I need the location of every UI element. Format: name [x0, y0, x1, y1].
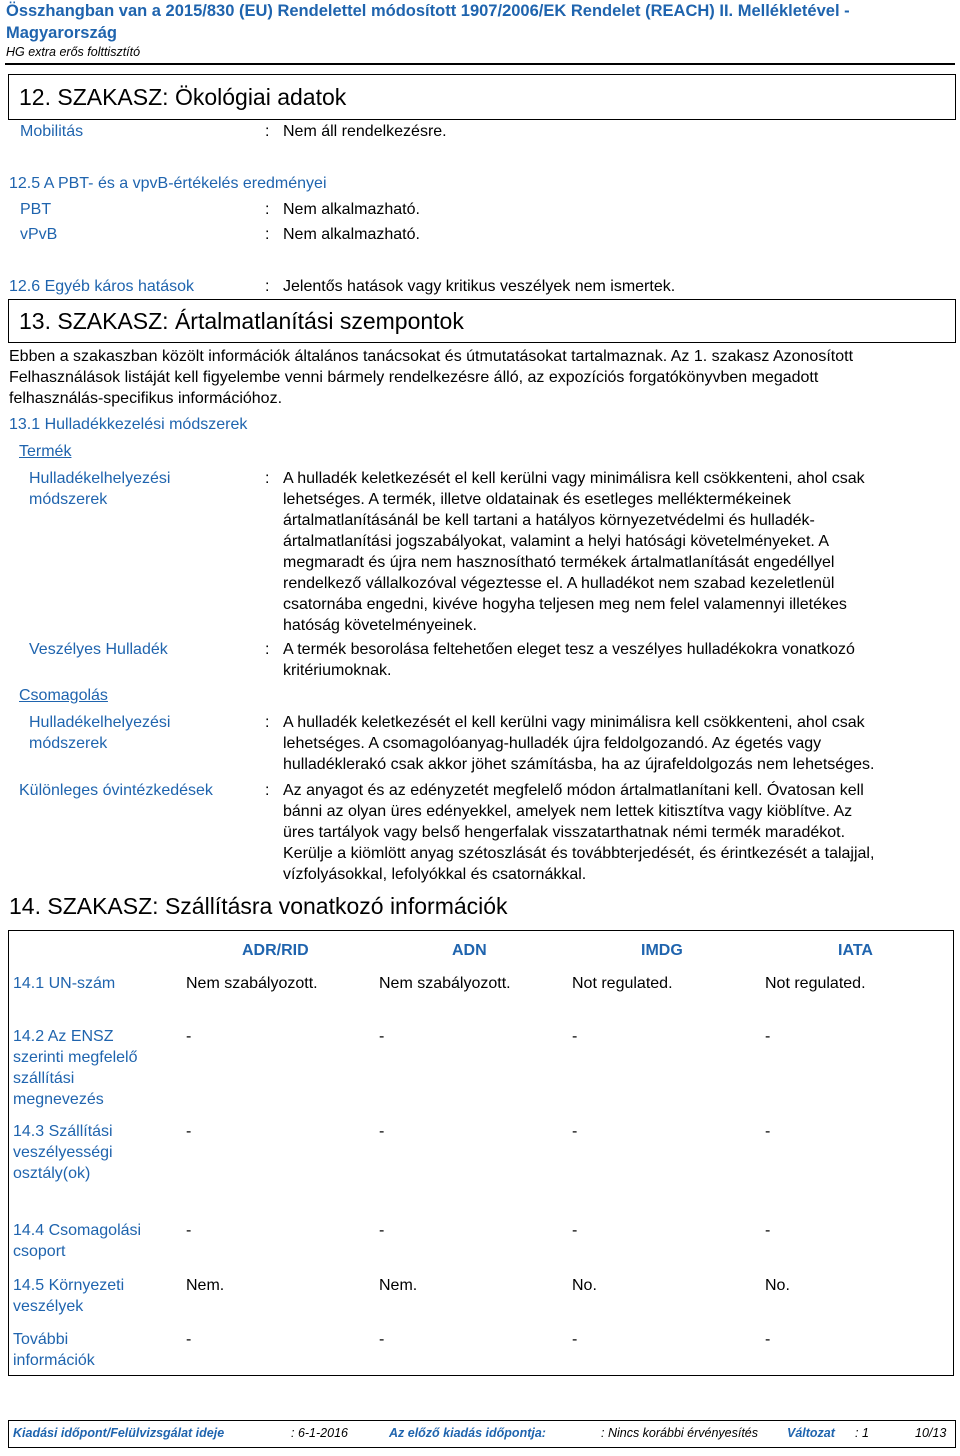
previous-issue-label: Az előző kiadás időpontja:	[389, 1426, 546, 1440]
table-cell: -	[186, 1123, 192, 1140]
text-line: ártalmatlanításánál be kell tartani a hatályos környezetvédelmi és hulladék-	[283, 512, 815, 529]
column-header: IATA	[838, 942, 873, 959]
label-line: szállítási	[13, 1070, 75, 1087]
label-line: 14.3 Szállítási	[13, 1123, 113, 1140]
disposal-label: Hulladékelhelyezési	[29, 470, 171, 487]
issue-date-value: : 6-1-2016	[291, 1426, 348, 1440]
hazardous-waste-label: Veszélyes Hulladék	[29, 641, 168, 658]
label-line: megnevezés	[13, 1091, 104, 1108]
text-line: A hulladék keletkezését el kell kerülni vagy minimálisra kell csökkenteni, ahol csak	[283, 714, 865, 731]
label-line: csoport	[13, 1243, 66, 1260]
table-cell: Not regulated.	[765, 975, 866, 992]
table-cell: -	[765, 1222, 771, 1239]
transport-table	[8, 930, 954, 1376]
text-line: hulladéklerakó csak akkor jöhet számításba, ha az újrafeldolgozás nem lehetséges.	[283, 756, 875, 773]
section-14-title: 14. SZAKASZ: Szállításra vonatkozó információk	[9, 893, 508, 919]
special-precautions-text	[283, 780, 933, 885]
table-cell: Nem szabályozott.	[379, 975, 511, 992]
intro-line: felhasználás-specifikus információhoz.	[9, 390, 283, 407]
label-line: 14.2 Az ENSZ	[13, 1028, 114, 1045]
text-line: Kerülje a kiömlött anyag szétoszlását és továbbterjedését, és érintkezését a talajjal,	[283, 845, 875, 862]
table-cell: -	[572, 1222, 578, 1239]
table-cell: -	[186, 1331, 192, 1348]
section-12-title: 12. SZAKASZ: Ökológiai adatok	[19, 84, 347, 110]
label-line: információk	[13, 1352, 95, 1369]
waste-methods-heading: 13.1 Hulladékkezelési módszerek	[9, 416, 248, 433]
section-13-heading-box	[8, 299, 956, 343]
colon: :	[265, 714, 270, 731]
product-heading: Termék	[19, 443, 72, 460]
section-13-body	[0, 413, 960, 883]
packaging-disposal-label: Hulladékelhelyezési	[29, 714, 171, 731]
hazardous-waste-text	[283, 639, 933, 681]
table-row-label	[13, 1026, 138, 1110]
page-footer	[8, 1420, 956, 1448]
table-cell: Nem.	[379, 1277, 418, 1294]
table-row-label	[13, 1220, 141, 1262]
section-12-body	[0, 120, 960, 300]
document-header-title: Összhangban van a 2015/830 (EU) Rendelettel módosított 1907/2006/EK Rendelet (REACH) II. Mellékletével - Magyarország	[6, 2, 850, 42]
text-line: hatóság követelményeinek.	[283, 617, 477, 634]
text-line: Az anyagot és az edényzetét megfelelő módon ártalmatlanítani kell. Óvatosan kell	[283, 782, 864, 799]
table-cell: -	[765, 1331, 771, 1348]
text-line: üres tartályok vagy belső hengerfalak visszatarthatnak némi termék maradékot.	[283, 824, 846, 841]
page-number: 10/13	[915, 1426, 947, 1440]
text-line: rendelkező vállalkozóval végeztesse el. A hulladékot nem szabad kezeletlenül	[283, 575, 835, 592]
colon: :	[265, 201, 270, 218]
label-line: osztály(ok)	[13, 1165, 91, 1182]
colon: :	[265, 278, 270, 295]
colon: :	[265, 123, 270, 140]
pbt-label: PBT	[20, 201, 52, 218]
previous-issue-value: : Nincs korábbi érvényesítés	[601, 1426, 759, 1440]
table-cell: -	[379, 1222, 385, 1239]
packaging-heading: Csomagolás	[19, 687, 108, 704]
colon: :	[265, 470, 270, 487]
section-13-title: 13. SZAKASZ: Ártalmatlanítási szempontok	[19, 308, 464, 334]
other-effects-value: Jelentős hatások vagy kritikus veszélyek nem ismertek.	[283, 278, 676, 295]
mobility-label: Mobilitás	[20, 123, 84, 140]
table-cell: -	[572, 1331, 578, 1348]
table-cell: -	[572, 1123, 578, 1140]
table-cell: Nem.	[186, 1277, 225, 1294]
table-cell: -	[572, 1028, 578, 1045]
version-value: : 1	[855, 1426, 869, 1440]
table-row-label	[13, 973, 115, 994]
text-line: lehetséges. A termék, illetve oldatainak és esetleges melléktermékeinek	[283, 491, 791, 508]
table-cell: -	[186, 1028, 192, 1045]
text-line: A termék besorolása feltehetően eleget tesz a veszélyes hulladékokra vonatkozó	[283, 641, 855, 658]
disposal-text	[283, 468, 933, 636]
table-cell: No.	[572, 1277, 597, 1294]
special-precautions-label: Különleges óvintézkedések	[19, 782, 213, 799]
label-line: veszélyességi	[13, 1144, 113, 1161]
table-cell: Nem szabályozott.	[186, 975, 318, 992]
text-line: megmaradt és újra nem hasznosítható termékek ártalmatlanítását engedéllyel	[283, 554, 835, 571]
mobility-value: Nem áll rendelkezésre.	[283, 123, 447, 140]
label-line: 14.1 UN-szám	[13, 975, 116, 992]
intro-line: Felhasználások listáját kell figyelembe venni bármely rendelkezésre álló, az expozíciós forgatókönyvben megadott	[9, 369, 819, 386]
table-cell: -	[379, 1331, 385, 1348]
issue-date-label: Kiadási időpont/Felülvizsgálat ideje	[13, 1426, 225, 1440]
version-label: Változat	[787, 1426, 835, 1440]
other-effects-label: 12.6 Egyéb káros hatások	[9, 278, 195, 295]
column-header: IMDG	[641, 942, 683, 959]
packaging-disposal-label: módszerek	[29, 735, 108, 752]
text-line: lehetséges. A csomagolóanyag-hulladék újra feldolgozandó. Az égetés vagy	[283, 735, 822, 752]
colon: :	[265, 782, 270, 799]
pbt-heading: 12.5 A PBT- és a vpvB-értékelés eredményei	[9, 175, 327, 192]
table-row-label	[13, 1275, 124, 1317]
text-line: csatornába engedni, kivéve hogyha teljesen meg nem felel valamennyi illetékes	[283, 596, 847, 613]
text-line: ártalmatlanítási jogszabályokat, valamint a helyi hatósági követelményeket. A	[283, 533, 830, 550]
vpvb-label: vPvB	[20, 226, 58, 243]
table-row-label	[13, 1121, 113, 1184]
product-name: HG extra erős folttisztító	[6, 45, 141, 59]
table-cell: -	[379, 1123, 385, 1140]
column-header: ADR/RID	[242, 942, 309, 959]
column-header: ADN	[452, 942, 487, 959]
section-13-intro	[9, 346, 954, 409]
pbt-value: Nem alkalmazható.	[283, 201, 420, 218]
table-cell: -	[186, 1222, 192, 1239]
label-line: veszélyek	[13, 1298, 84, 1315]
table-cell: -	[765, 1028, 771, 1045]
vpvb-value: Nem alkalmazható.	[283, 226, 420, 243]
text-line: vízfolyásokkal, lefolyókkal és csatornákkal.	[283, 866, 587, 883]
section-12-heading-box	[8, 74, 956, 120]
label-line: 14.4 Csomagolási	[13, 1222, 142, 1239]
text-line: kritériumoknak.	[283, 662, 392, 679]
intro-line: Ebben a szakaszban közölt információk általános tanácsokat és útmutatásokat tartalmaznak. Az 1. szakasz Azonosított	[9, 348, 854, 365]
table-cell: Not regulated.	[572, 975, 673, 992]
colon: :	[265, 641, 270, 658]
colon: :	[265, 226, 270, 243]
text-line: A hulladék keletkezését el kell kerülni vagy minimálisra kell csökkenteni, ahol csak	[283, 470, 865, 487]
table-cell: -	[765, 1123, 771, 1140]
disposal-label: módszerek	[29, 491, 108, 508]
label-line: 14.5 Környezeti	[13, 1277, 125, 1294]
header-divider	[5, 63, 955, 65]
packaging-disposal-text	[283, 712, 933, 775]
label-line: További	[13, 1331, 69, 1348]
table-cell: No.	[765, 1277, 790, 1294]
table-row-label	[13, 1329, 95, 1371]
text-line: bánni az olyan üres edényekkel, amelyek nem lettek kitisztítva vagy kiöblítve. Az	[283, 803, 853, 820]
label-line: szerinti megfelelő	[13, 1049, 138, 1066]
table-cell: -	[379, 1028, 385, 1045]
